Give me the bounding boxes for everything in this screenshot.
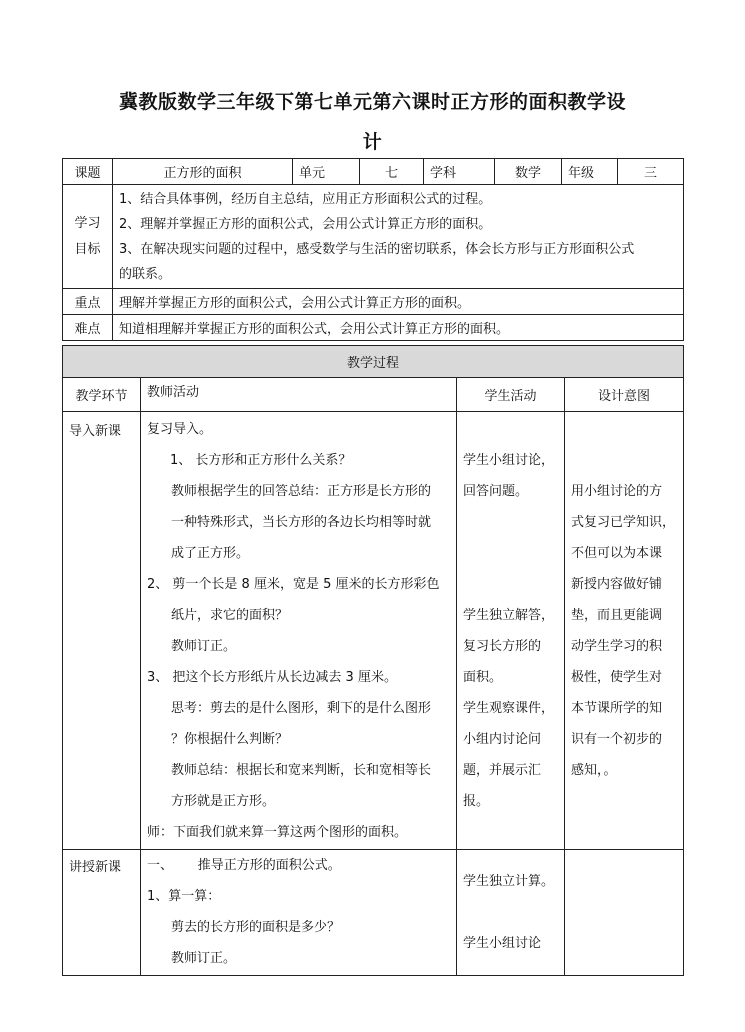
col-intent-header: 设计意图 (565, 378, 684, 412)
unit-label: 单元 (293, 159, 360, 185)
student-line (463, 569, 558, 600)
stage-intro: 导入新课 (63, 412, 141, 850)
teacher-line: 2、 剪一个长是 8 厘米，宽是 5 厘米的长方形彩色 (147, 577, 440, 592)
goal-line: 的联系。 (119, 266, 172, 282)
student-line: 复习长方形的 (463, 639, 542, 654)
student-line (463, 507, 558, 538)
student-line: 学生小组讨论 (463, 936, 542, 951)
teacher-line: 成了正方形。 (171, 546, 250, 561)
subject-label: 学科 (424, 159, 495, 185)
student-line: 学生观察课件， (463, 701, 555, 716)
goals-content (113, 185, 684, 289)
intro-teacher-activity (141, 412, 457, 850)
teacher-line: ？你根据什么判断？ (171, 732, 289, 747)
intent-line: 不但可以为本课 (571, 546, 663, 561)
intent-line: 识有一个初步的 (571, 732, 663, 747)
intro-design-intent (565, 412, 684, 850)
intro-student-activity (457, 412, 565, 850)
teacher-line: 思考：剪去的是什么图形，剩下的是什么图形 (171, 701, 432, 716)
topic-label: 课题 (63, 159, 113, 185)
student-line: 小组内讨论问 (463, 732, 542, 747)
student-line: 学生独立计算。 (463, 874, 555, 889)
student-line: 题，并展示汇报。 (463, 763, 542, 809)
page-title (60, 82, 685, 162)
intent-line: 垫，而且更能调 (571, 608, 663, 623)
col-teacher-header: 教师活动 (141, 378, 457, 412)
student-line (463, 538, 558, 569)
teacher-line: 一、 推导正方形的面积公式。 (147, 858, 341, 873)
lesson-teacher-activity (141, 850, 457, 976)
intent-line: 感知，。 (571, 763, 617, 778)
teacher-line: 一种特殊形式，当长方形的各边长均相等时就 (171, 515, 432, 530)
student-line (463, 897, 558, 928)
teacher-line: 剪去的长方形的面积是多少？ (171, 920, 341, 935)
key-content: 理解并掌握正方形的面积公式，会用公式计算正方形的面积。 (113, 289, 684, 315)
teacher-line: 复习导入。 (147, 422, 213, 437)
teacher-line: 教师总结：根据长和宽来判断，长和宽相等长 (171, 763, 432, 778)
stage-lesson: 讲授新课 (63, 850, 141, 976)
teacher-line: 方形就是正方形。 (171, 794, 276, 809)
lesson-info-table (62, 158, 684, 341)
student-line: 面积。 (463, 670, 503, 685)
teacher-line: 教师订正。 (171, 951, 237, 966)
goal-line: 1、结合具体事例，经历自主总结，应用正方形面积公式的过程。 (119, 191, 492, 207)
teacher-line: 纸片，求它的面积？ (171, 608, 289, 623)
key-label: 重点 (63, 289, 113, 315)
col-stage-header: 教学环节 (63, 378, 141, 412)
grade-label: 年级 (562, 159, 618, 185)
teacher-line: 1、算一算： (147, 889, 221, 904)
title-line-1: 冀教版数学三年级下第七单元第六课时正方形的面积教学设 (118, 91, 626, 113)
lesson-design-intent (565, 850, 684, 976)
teacher-line: 3、 把这个长方形纸片从长边减去 3 厘米。 (147, 670, 397, 685)
subject-value: 数学 (495, 159, 562, 185)
unit-value: 七 (360, 159, 424, 185)
goals-label: 学习 目标 (63, 185, 113, 289)
title-line-2: 计 (362, 131, 383, 153)
intent-line: 本节课所学的知 (571, 701, 663, 716)
intent-line: 动学生学习的积 (571, 639, 663, 654)
grade-value: 三 (618, 159, 684, 185)
difficulty-content: 知道相理解并掌握正方形的面积公式，会用公式计算正方形的面积。 (113, 315, 684, 341)
intent-line: 用小组讨论的方 (571, 484, 663, 499)
student-line: 学生小组讨论， (463, 453, 555, 468)
student-line: 学生独立解答， (463, 608, 555, 623)
teacher-line: 师：下面我们就来算一算这两个图形的面积。 (147, 825, 408, 840)
lesson-student-activity (457, 850, 565, 976)
goal-line: 2、理解并掌握正方形的面积公式，会用公式计算正方形的面积。 (119, 216, 492, 232)
teacher-line: 教师根据学生的回答总结：正方形是长方形的 (171, 484, 432, 499)
topic-value: 正方形的面积 (113, 159, 293, 185)
col-student-header: 学生活动 (457, 378, 565, 412)
difficulty-label: 难点 (63, 315, 113, 341)
teacher-line: 教师订正。 (171, 639, 237, 654)
process-heading: 教学过程 (63, 346, 684, 378)
teacher-line: 1、 长方形和正方形什么关系？ (170, 453, 352, 468)
student-line: 回答问题。 (463, 484, 529, 499)
intent-line: 极性，使学生对 (571, 670, 663, 685)
intent-line: 新授内容做好铺 (571, 577, 663, 592)
intent-line: 式复习已学知识， (571, 515, 676, 530)
teaching-process-table (62, 345, 684, 976)
goal-line: 3、在解决现实问题的过程中，感受数学与生活的密切联系，体会长方形与正方形面积公式 (119, 241, 635, 257)
